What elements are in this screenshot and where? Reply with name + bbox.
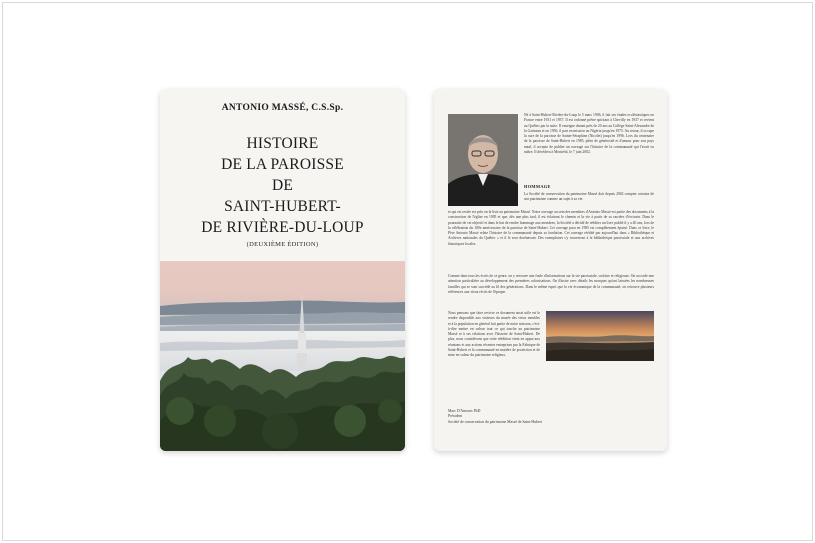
hommage-heading: HOMMAGE (524, 184, 551, 189)
hommage-paragraph: La Société de conservation du patrimoine Massé doit depuis 2002 compter certains de son patrimoine comme un sujet à sa vie. (524, 192, 654, 202)
title-line: DE LA PAROISSE (221, 156, 344, 173)
hommage-paragraph-continued: et qui est restée est près on la liste au patrimoine Massé. Notre ouvrage au sein des membres d'Antonio Massé est partie des documents à la construction de l'église en 1905 et que, dès une plus tard, il est éclairant le chemin et la vie à partir de sa carrière d'écrivain. Dans le poursuite de cet objectif et dans le but de rendre hommage aux membres, la Société a décidé de rééditer un livre publié il y a 40 ans, lors de la célébration du 100e anniversaire de la paroisse de Saint-Hubert. Cet ouvrage paru en 1985 est complètement épuisé. Dans ce livre, le Père Antonio Massé relate l'histoire de la communauté depuis sa fondation. Cet ouvrage réédité par aujourd'hui dans « Bibliothèque et Archives nationales du Québec » et il le sera dorénavant. Des exemplaires s'y trouveront à la bibliothèque paroissiale et aux archives historiques locales. (448, 210, 654, 246)
image-frame (2, 2, 813, 541)
title-line: HISTOIRE (246, 135, 319, 152)
signature-block (448, 409, 542, 425)
edition-label: (DEUXIÈME ÉDITION) (246, 241, 319, 248)
signature-role: Président (448, 414, 463, 419)
title-line: SAINT-HUBERT- (224, 198, 341, 215)
signature-name: Marc D'Amours PhD (448, 409, 481, 413)
signature-organization: Société de conservation du patrimoine Massé de Saint-Hubert (448, 419, 542, 424)
book-back-cover (434, 89, 667, 451)
title-line: DE (271, 177, 294, 194)
village-mist-photo (160, 261, 405, 451)
author-portrait-photo (448, 114, 518, 206)
mission-paragraph: Nous pensons que faire revivre ce document aussi utile est le rendre disponible aux visiteurs du musée des vieux meubles et à la population en général fait partie de notre mission, c'est-à-dire mettre en valeur tout ce qui touche au patrimoine Massé et à ses relations avec l'histoire de Saint-Hubert. De plus, nous considérons que cette réédition vient en appui aux réunions et aux actions récentes entreprises par la Fabrique de Saint-Hubert et la communauté en matière de protection et de mise en valeur du patrimoine religieux. (448, 311, 540, 358)
author-biography: Né à Saint-Hubert-Rivière-du-Loup le 5 mars 1906, il fait ses études ecclésiastiques en France entre 1931 et 1937. Il est ordonné prêtre spiritain à Chevilly en 1937 et revient au Québec par la suite. Il enseigne durant près de 20 ans au Collège Saint-Alexandre de la Gatineau et en 1956, il part en mission au Nigéria jusqu'en 1975. Au retour, il occupe la cure de la paroisse de Sainte-Séraphine (Nicolet) jusqu'en 1996. Lors du centenaire de la paroisse de Saint-Hubert en 1985, plein de générosité et d'amour pour son pays natal, il accepte de publier un ouvrage sur l'histoire de la communauté qui l'avait vu naître. Il décédera à Montréal, le 7 juin 2002. (524, 113, 654, 155)
title-line: DE RIVIÈRE-DU-LOUP (201, 219, 364, 236)
sunset-landscape-photo (546, 311, 654, 361)
book-front-cover (160, 89, 405, 451)
book-title (160, 133, 405, 238)
author-name: ANTONIO MASSÉ, C.S.Sp. (221, 103, 344, 113)
content-paragraph: Comme dans tous les écrits de ce genre, on y retrouve une foule d'informations sur la vie paroissiale, scolaire et religieuse. On accorde une attention particulière au développement des premières colonisations. On illustre avec détails les marques qu'ont laissées les nombreuses familles qui se sont succédé au fil des générations. Dans le même esprit que la vie économique de la communauté, on retrouve plusieurs références aux vieux récits de l'époque. (448, 274, 654, 294)
